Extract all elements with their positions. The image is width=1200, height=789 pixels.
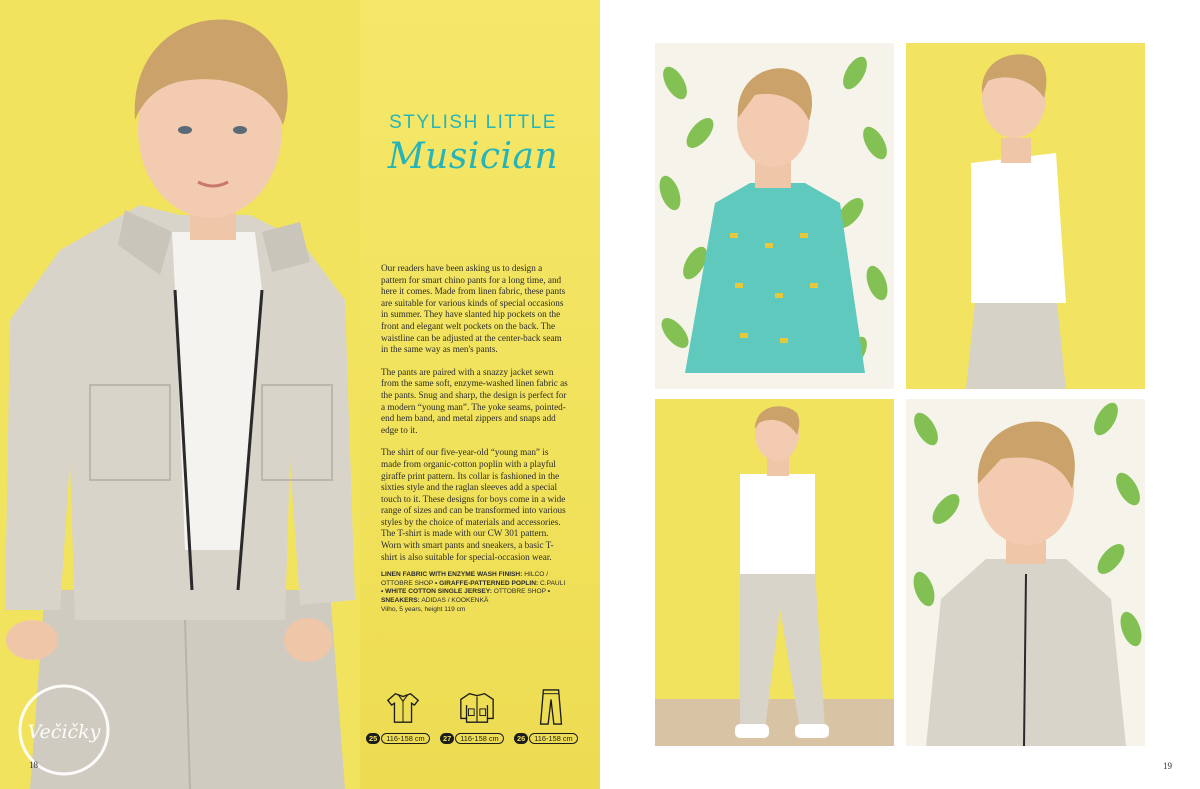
photo-white-tee	[906, 43, 1145, 389]
article-body	[381, 263, 568, 574]
photo-linen-jacket	[906, 399, 1145, 746]
hero-photo	[0, 0, 360, 789]
materials-credits	[381, 571, 568, 615]
pattern-icons	[366, 688, 586, 746]
paragraph-2: The pants are paired with a snazzy jacket sewn from the same soft, enzyme-washed linen fabric as the pants. Snug and sharp, the design is perfect for a modern “young man”. The yoke seams, pointed-end hem band, and metal zippers and snaps add edge to it.	[381, 366, 568, 435]
jacket-icon	[458, 688, 496, 726]
credit-giraffe-label: GIRAFFE-PATTERNED POPLIN:	[439, 579, 539, 587]
credit-jersey-value: OTTOBRE SHOP	[493, 588, 546, 596]
model-info: Vilho, 5 years, height 119 cm	[381, 606, 466, 614]
pattern-jacket	[440, 688, 514, 746]
headline	[378, 112, 568, 177]
credit-linen-label: LINEN FABRIC WITH ENZYME WASH FINISH:	[381, 571, 523, 578]
page-number-right: 19	[1163, 761, 1172, 771]
pattern-number: 25	[366, 733, 380, 744]
credit-sneakers-value: ADIDAS / KOOKENKÄ	[421, 596, 489, 604]
pattern-size: 116-158 cm	[529, 733, 577, 744]
credit-jersey-label: WHITE COTTON SINGLE JERSEY:	[385, 588, 492, 596]
headline-top: STYLISH LITTLE	[389, 112, 557, 133]
pattern-number: 26	[514, 733, 528, 744]
credit-separator: •	[381, 588, 384, 596]
pants-icon	[532, 688, 570, 726]
pattern-tag	[366, 732, 430, 744]
pattern-tag	[514, 732, 578, 744]
shirt-icon	[384, 688, 422, 726]
photo-full-length	[655, 399, 894, 746]
pattern-number: 27	[440, 733, 454, 744]
pattern-tag	[440, 732, 504, 744]
logo-text: Večičky	[27, 721, 101, 743]
credit-sneakers-label: SNEAKERS:	[381, 596, 420, 604]
pattern-size: 116-158 cm	[455, 733, 503, 744]
page-number-left: 18	[29, 760, 38, 770]
photo-giraffe-shirt	[655, 43, 894, 389]
headline-script: Musician	[387, 136, 559, 177]
credit-giraffe-value: C.PAULI	[540, 579, 566, 587]
pattern-pants	[514, 688, 588, 746]
pattern-shirt	[366, 688, 440, 746]
pattern-size: 116-158 cm	[381, 733, 429, 744]
credit-separator: •	[435, 579, 438, 587]
paragraph-1: Our readers have been asking us to design a pattern for smart chino pants for a long time, and here it comes. Made from linen fabric, these pants are suitable for various kinds of special occasions in summer. They have slanted hip pockets on the front and elegant welt pockets on the back. The waistline can be adjusted at the center-back seam in the same way as men's pants.	[381, 263, 566, 355]
credit-separator: •	[547, 588, 551, 596]
credit-linen-value: HILCO / OTTOBRE SHOP	[381, 571, 549, 587]
paragraph-3: The shirt of our five-year-old “young man” is made from organic-cotton poplin with a playful giraffe print pattern. Its collar is fashioned in the sixties style and the raglan sleeves add a special touch to it. These designs for boys come in a wide range of sizes and can be transformed into various styles by the choice of materials and accessories. The T-shirt is made with our CW 301 pattern. Worn with smart pants and sneakers, a basic T-shirt is also suitable for special-occasion wear.	[381, 447, 566, 562]
